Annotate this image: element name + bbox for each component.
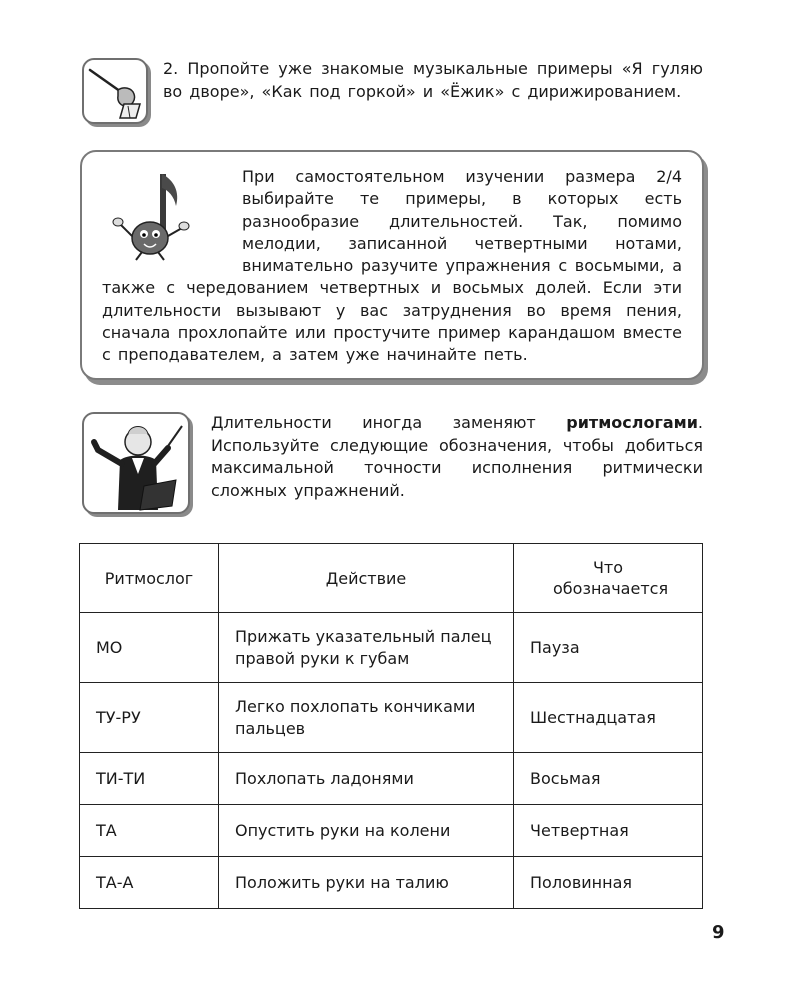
table-header-row <box>80 544 703 613</box>
table-row <box>80 857 703 909</box>
conductor-icon <box>82 412 190 514</box>
cell-syllable: ТА <box>80 805 219 857</box>
cell-action: Опустить руки на колени <box>219 805 514 857</box>
cell-meaning: Шестнадцатая <box>514 683 703 753</box>
table-row <box>80 613 703 683</box>
cell-meaning: Половинная <box>514 857 703 909</box>
header-meaning: Что обозначается <box>514 544 703 613</box>
music-note-mascot-icon <box>102 166 230 264</box>
table-row <box>80 683 703 753</box>
conducting-hand-icon <box>82 58 148 124</box>
tip-text-container <box>102 166 682 367</box>
cell-syllable: ТИ-ТИ <box>80 753 219 805</box>
page-number: 9 <box>712 922 725 943</box>
rhythm-syllables-text: Длительности иногда заменяют ритмослогами. Используйте следующие обозначения, чтобы добиться максимальной точности исполнения ритмически сложных упражнений. <box>211 413 703 500</box>
cell-syllable: ТА-А <box>80 857 219 909</box>
rhythm-syllables-table <box>79 543 703 909</box>
intro-paragraph <box>163 58 703 103</box>
cell-meaning: Пауза <box>514 613 703 683</box>
cell-meaning: Четвертная <box>514 805 703 857</box>
rhythm-syllables-term: ритмослогами <box>566 413 698 432</box>
tip-text: При самостоятельном изучении размера 2/4 выбирайте те примеры, в которых есть разнообразие длительностей. Так, помимо мелодии, записанной четвертными нотами, внимательно разучите упражнения с восьмыми, а также с чередованием четвертных и восьмых долей. Если эти длительности вызывают у вас затруднения во время пения, сначала прохлопайте или простучите пример карандашом вместе с преподавателем, а затем уже начинайте петь. <box>102 167 682 365</box>
header-syllable: Ритмослог <box>80 544 219 613</box>
cell-action: Легко похлопать кончиками пальцев <box>219 683 514 753</box>
table-row <box>80 805 703 857</box>
cell-meaning: Восьмая <box>514 753 703 805</box>
header-action: Действие <box>219 544 514 613</box>
rhythm-syllables-paragraph <box>211 412 703 502</box>
cell-action: Положить руки на талию <box>219 857 514 909</box>
tip-box <box>80 150 704 380</box>
cell-syllable: ТУ-РУ <box>80 683 219 753</box>
intro-text: 2. Пропойте уже знакомые музыкальные примеры «Я гуляю во дворе», «Как под горкой» и «Ёжик» с дирижированием. <box>163 59 703 101</box>
cell-syllable: МО <box>80 613 219 683</box>
table-row <box>80 753 703 805</box>
cell-action: Прижать указательный палец правой руки к губам <box>219 613 514 683</box>
cell-action: Похлопать ладонями <box>219 753 514 805</box>
